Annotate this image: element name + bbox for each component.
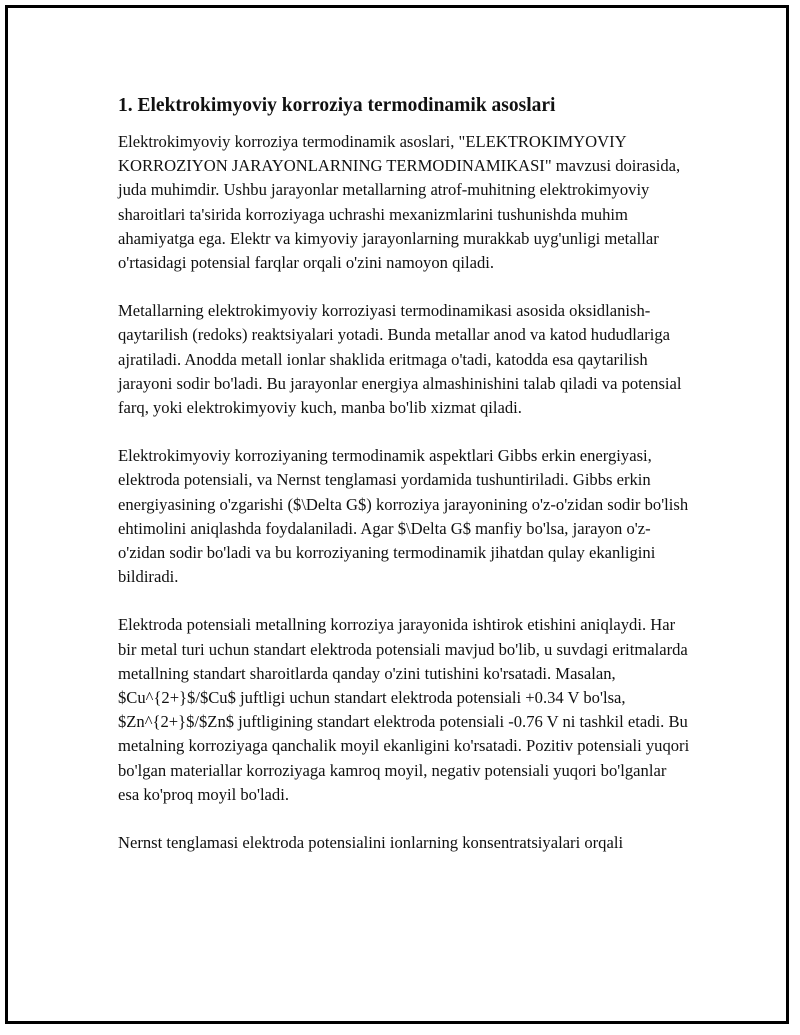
document-body (118, 92, 690, 879)
paragraph-redox: Metallarning elektrokimyoviy korroziyasi termodinamikasi asosida oksidlanish-qaytarilish (redoks) reaktsiyalari yotadi. Bunda metallar anod va katod hududlariga ajratiladi. Anodda metall ionlar shaklida eritmaga o'tadi, katodda esa qaytarilish jarayoni sodir bo'ladi. Bu jarayonlar energiya almashinishini talab qiladi va potensial farq, yoki elektrokimyoviy kuch, manba bo'lib xizmat qiladi. (118, 301, 682, 418)
paragraph-nernst: Nernst tenglamasi elektroda potensialini ionlarning konsentratsiyalari orqali (118, 833, 624, 853)
paragraph-electrode-potential: Elektroda potensiali metallning korroziya jarayonida ishtirok etishini aniqlaydi. Har bir metal turi uchun standart elektroda potensiali mavjud bo'lib, u suvdagi eritmalarda metallning standart sharoitlarda qanday o'zini tutishini ko'rsatadi. Masalan, $Cu^{2+}$/$Cu$ juftligi uchun standart elektroda potensiali +0.34 V bo'lsa, $Zn^{2+}$/$Zn$ juftligining standart elektroda potensiali -0.76 V ni tashkil etadi. Bu metalning korroziyaga qanchalik moyil ekanligini ko'rsatadi. Pozitiv potensiali yuqori bo'lgan materiallar korroziyaga kamroq moyil, negativ potensiali yuqori bo'lganlar esa ko'proq moyil bo'ladi. (118, 615, 690, 804)
paragraph-gibbs: Elektrokimyoviy korroziyaning termodinamik aspektlari Gibbs erkin energiyasi, elektroda potensiali, va Nernst tenglamasi yordamida tushuntiriladi. Gibbs erkin energiyasining o'zgarishi ($\Delta G$) korroziya jarayonining o'z-o'zidan sodir bo'lish ehtimolini aniqlashda foydalaniladi. Agar $\Delta G$ manfiy bo'lsa, jarayon o'z-o'zidan sodir bo'ladi va bu korroziyaning termodinamik jihatdan qulay ekanligini bildiradi. (118, 446, 689, 587)
section-heading: 1. Elektrokimyoviy korroziya termodinamik asoslari (118, 95, 556, 116)
paragraph-intro: Elektrokimyoviy korroziya termodinamik asoslari, "ELEKTROKIMYOVIY KORROZIYON JARAYONLARNING TERMODINAMIKASI" mavzusi doirasida, juda muhimdir. Ushbu jarayonlar metallarning atrof-muhitning elektrokimyoviy sharoitlari ta'sirida korroziyaga uchrashi mexanizmlarini tushunishda muhim ahamiyatga ega. Elektr va kimyoviy jarayonlarning murakkab uyg'unligi metallar o'rtasidagi potensial farqlar orqali o'zini namoyon qiladi. (118, 132, 681, 273)
